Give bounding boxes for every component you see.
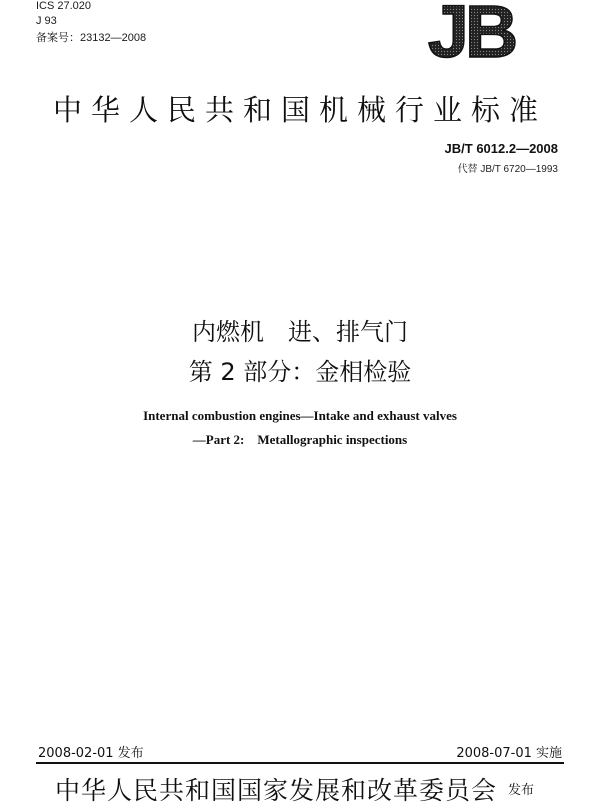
classification-code: J 93 — [36, 15, 57, 27]
issuing-label: 发布 — [508, 783, 535, 798]
issue-date: 2008-02-01 发布 — [38, 746, 144, 761]
effective-date: 2008-07-01 实施 — [456, 746, 562, 761]
document-title-en-line2: —Part 2: Metallographic inspections — [192, 432, 408, 447]
jb-logo — [410, 2, 532, 60]
footer-divider — [36, 762, 564, 764]
issuing-authority: 中华人民共和国国家发展和改革委员会 — [55, 776, 498, 805]
document-title-cn-line1: 内燃机 进、排气门 — [192, 318, 408, 346]
ics-code: ICS 27.020 — [36, 0, 92, 12]
standard-category-title: 中华人民共和国机械行业标准 — [52, 93, 547, 127]
document-title-cn-line2: 第 2 部分：金相检验 — [188, 358, 412, 386]
replaces-standard: 代替 JB/T 6720—1993 — [457, 164, 558, 175]
svg-text:JB: JB — [427, 2, 515, 60]
document-title-en-line1: Internal combustion engines—Intake and exhaust valves — [143, 408, 457, 423]
standard-number: JB/T 6012.2—2008 — [444, 141, 558, 156]
record-number: 备案号：23132—2008 — [36, 32, 147, 44]
